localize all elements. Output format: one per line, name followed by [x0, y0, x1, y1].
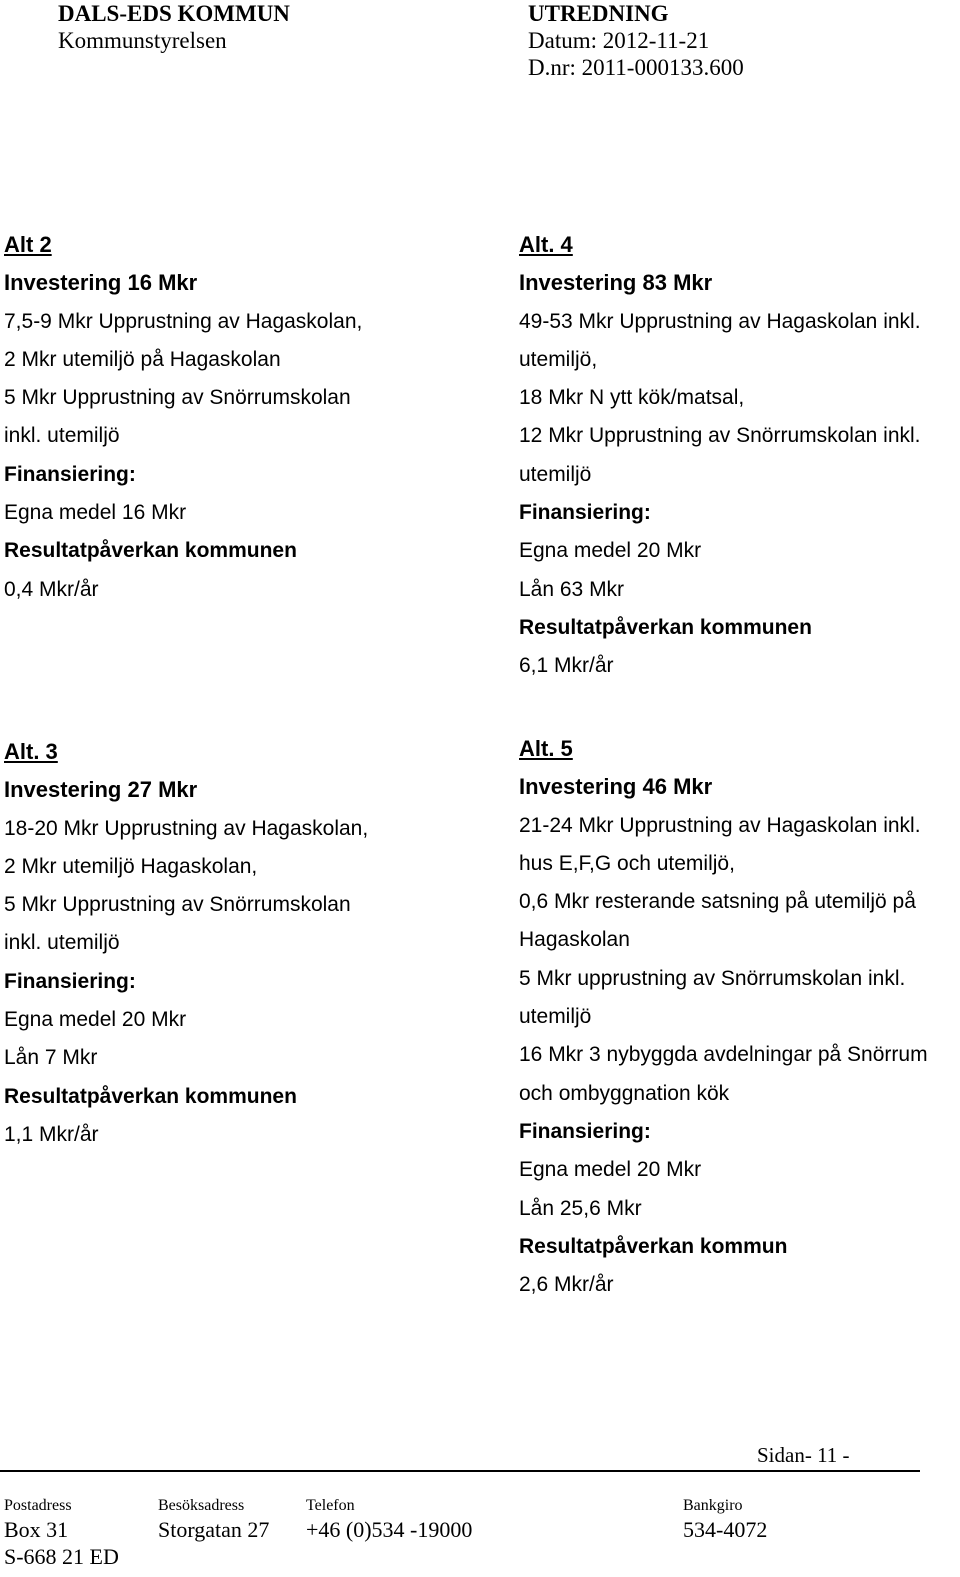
- impact-value: 0,4 Mkr/år: [4, 577, 99, 601]
- financing-item: Lån 7 Mkr: [4, 1046, 98, 1070]
- investment-item: och ombyggnation kök: [519, 1081, 730, 1105]
- financing-item: Egna medel 20 Mkr: [4, 1008, 187, 1032]
- page-number: Sidan- 11 -: [757, 1443, 850, 1467]
- alternative-title: Alt. 4: [519, 232, 573, 257]
- impact-value: 6,1 Mkr/år: [519, 654, 614, 678]
- alternative-3: [4, 733, 444, 1154]
- header-left: [58, 0, 290, 54]
- impact-label: Resultatpåverkan kommunen: [4, 1084, 297, 1108]
- investment-item: utemiljö,: [519, 347, 598, 371]
- investment-item: inkl. utemiljö: [4, 424, 120, 448]
- alternative-title: Alt. 5: [519, 736, 573, 761]
- financing-item: Lån 25,6 Mkr: [519, 1196, 642, 1220]
- investment-item: 16 Mkr 3 nybyggda avdelningar på Snörrum: [519, 1043, 928, 1067]
- investment-item: 18-20 Mkr Upprustning av Hagaskolan,: [4, 816, 369, 840]
- document-number: D.nr: 2011-000133.600: [528, 55, 744, 80]
- investment-item: hus E,F,G och utemiljö,: [519, 851, 735, 875]
- financing-label: Finansiering:: [519, 1119, 651, 1143]
- financing-label: Finansiering:: [4, 969, 136, 993]
- alternative-4: [519, 226, 959, 686]
- investment-item: utemiljö: [519, 1005, 592, 1029]
- alternative-2: [4, 226, 444, 609]
- phone-number: +46 (0)534 -19000: [306, 1517, 473, 1542]
- financing-label: Finansiering:: [519, 501, 651, 525]
- investment-item: 7,5-9 Mkr Upprustning av Hagaskolan,: [4, 309, 363, 333]
- investment-item: Hagaskolan: [519, 928, 630, 952]
- document-type: UTREDNING: [528, 1, 669, 26]
- footer-phone: [306, 1496, 472, 1543]
- financing-label: Finansiering:: [4, 462, 136, 486]
- document-date: Datum: 2012-11-21: [528, 28, 710, 53]
- impact-label: Resultatpåverkan kommun: [519, 1234, 788, 1258]
- investment-item: utemiljö: [519, 462, 592, 486]
- footer-divider: [0, 1470, 920, 1472]
- investment-item: 21-24 Mkr Upprustning av Hagaskolan inkl.: [519, 813, 921, 837]
- impact-value: 1,1 Mkr/år: [4, 1122, 99, 1146]
- alternative-title: Alt. 3: [4, 739, 58, 764]
- impact-label: Resultatpåverkan kommunen: [4, 539, 297, 563]
- postal-line-1: Box 31: [4, 1517, 69, 1542]
- investment-item: 2 Mkr utemiljö Hagaskolan,: [4, 854, 258, 878]
- visit-label: Besöksadress: [158, 1497, 245, 1514]
- alternative-title: Alt 2: [4, 232, 52, 257]
- financing-item: Lån 63 Mkr: [519, 577, 625, 601]
- financing-item: Egna medel 20 Mkr: [519, 1158, 702, 1182]
- visit-address: Storgatan 27: [158, 1517, 270, 1542]
- financing-item: Egna medel 20 Mkr: [519, 539, 702, 563]
- investment-item: 49-53 Mkr Upprustning av Hagaskolan inkl.: [519, 309, 921, 333]
- footer-bankgiro: [683, 1496, 767, 1543]
- footer-postal: [4, 1496, 119, 1570]
- impact-label: Resultatpåverkan kommunen: [519, 615, 812, 639]
- bankgiro-label: Bankgiro: [683, 1497, 743, 1514]
- investment-item: 0,6 Mkr resterande satsning på utemiljö på: [519, 890, 916, 914]
- header-right: [528, 0, 744, 81]
- department: Kommunstyrelsen: [58, 28, 227, 53]
- org-name: DALS-EDS KOMMUN: [58, 1, 290, 26]
- impact-value: 2,6 Mkr/år: [519, 1273, 614, 1297]
- investment-item: 5 Mkr Upprustning av Snörrumskolan: [4, 386, 351, 410]
- investment-total: Investering 16 Mkr: [4, 270, 198, 296]
- investment-item: 18 Mkr N ytt kök/matsal,: [519, 386, 745, 410]
- investment-item: 5 Mkr Upprustning av Snörrumskolan: [4, 893, 351, 917]
- investment-item: 2 Mkr utemiljö på Hagaskolan: [4, 347, 281, 371]
- phone-label: Telefon: [306, 1497, 355, 1514]
- footer-visit: [158, 1496, 269, 1543]
- investment-item: 5 Mkr upprustning av Snörrumskolan inkl.: [519, 966, 906, 990]
- postal-line-2: S-668 21 ED: [4, 1544, 119, 1569]
- investment-total: Investering 46 Mkr: [519, 774, 713, 800]
- investment-item: inkl. utemiljö: [4, 931, 120, 955]
- investment-total: Investering 27 Mkr: [4, 777, 198, 803]
- bankgiro-number: 534-4072: [683, 1517, 768, 1542]
- investment-item: 12 Mkr Upprustning av Snörrumskolan inkl.: [519, 424, 921, 448]
- alternative-5: [519, 730, 959, 1304]
- investment-total: Investering 83 Mkr: [519, 270, 713, 296]
- financing-item: Egna medel 16 Mkr: [4, 501, 187, 525]
- postal-label: Postadress: [4, 1497, 72, 1514]
